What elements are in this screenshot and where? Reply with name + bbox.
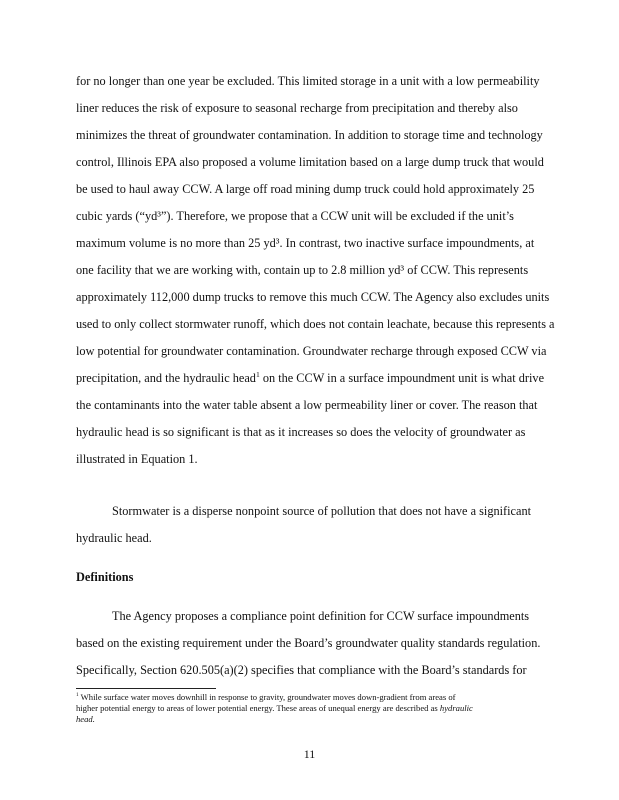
footnote-line (76, 692, 456, 702)
footnote-italic-text: head. (76, 714, 95, 724)
body-text-line: for no longer than one year be excluded. This limited storage in a unit with a low permeability (76, 74, 540, 88)
body-text-line: used to only collect stormwater runoff, which does not contain leachate, because this represents a (76, 317, 555, 331)
footnote-italic-text: hydraulic (439, 703, 473, 713)
footnote-text: higher potential energy to areas of lower potential energy. These areas of unequal energy are described as (76, 703, 440, 713)
footnote-divider (76, 688, 216, 689)
body-text-line: cubic yards (“yd³”). Therefore, we propose that a CCW unit will be excluded if the unit’s (76, 209, 514, 223)
body-text-line: approximately 112,000 dump trucks to remove this much CCW. The Agency also excludes units (76, 290, 550, 304)
body-text-segment: precipitation, and the hydraulic head (76, 371, 256, 385)
footnote-marker: 1 (76, 692, 79, 699)
body-text-line: control, Illinois EPA also proposed a volume limitation based on a large dump truck that would (76, 155, 544, 169)
footnote-line (76, 703, 473, 713)
footnote-text: While surface water moves downhill in response to gravity, groundwater moves down-gradient from areas of (78, 692, 456, 702)
body-text-line: Stormwater is a disperse nonpoint source of pollution that does not have a significant (112, 504, 532, 518)
body-text-line: hydraulic head. (76, 531, 152, 545)
body-text-line: be used to haul away CCW. A large off road mining dump truck could hold approximately 25 (76, 182, 535, 196)
page-number: 11 (303, 747, 316, 761)
body-text-line: maximum volume is no more than 25 yd³. In contrast, two inactive surface impoundments, at (76, 236, 535, 250)
body-text-segment: on the CCW in a surface impoundment unit is what drive (259, 371, 545, 385)
footnote-reference: 1 (255, 369, 260, 379)
body-text-line: liner reduces the risk of exposure to seasonal recharge from precipitation and thereby also (76, 101, 518, 115)
body-text-line: low potential for groundwater contamination. Groundwater recharge through exposed CCW via (76, 344, 547, 358)
body-text-line: based on the existing requirement under the Board’s groundwater quality standards regulation. (76, 636, 541, 650)
body-text-line: one facility that we are working with, contain up to 2.8 million yd³ of CCW. This represents (76, 263, 529, 277)
body-text-line: hydraulic head is so significant is that as it increases so does the velocity of groundwater as (76, 425, 526, 439)
section-heading: Definitions (76, 570, 134, 584)
body-text-line: The Agency proposes a compliance point definition for CCW surface impoundments (112, 609, 530, 623)
footnote-line (76, 714, 95, 724)
body-text-line: illustrated in Equation 1. (76, 452, 198, 466)
body-text-line: the contaminants into the water table absent a low permeability liner or cover. The reason that (76, 398, 538, 412)
body-text-line: Specifically, Section 620.505(a)(2) specifies that compliance with the Board’s standards for (76, 663, 527, 677)
body-text-line: minimizes the threat of groundwater contamination. In addition to storage time and technology (76, 128, 543, 142)
body-text-line (76, 371, 544, 385)
